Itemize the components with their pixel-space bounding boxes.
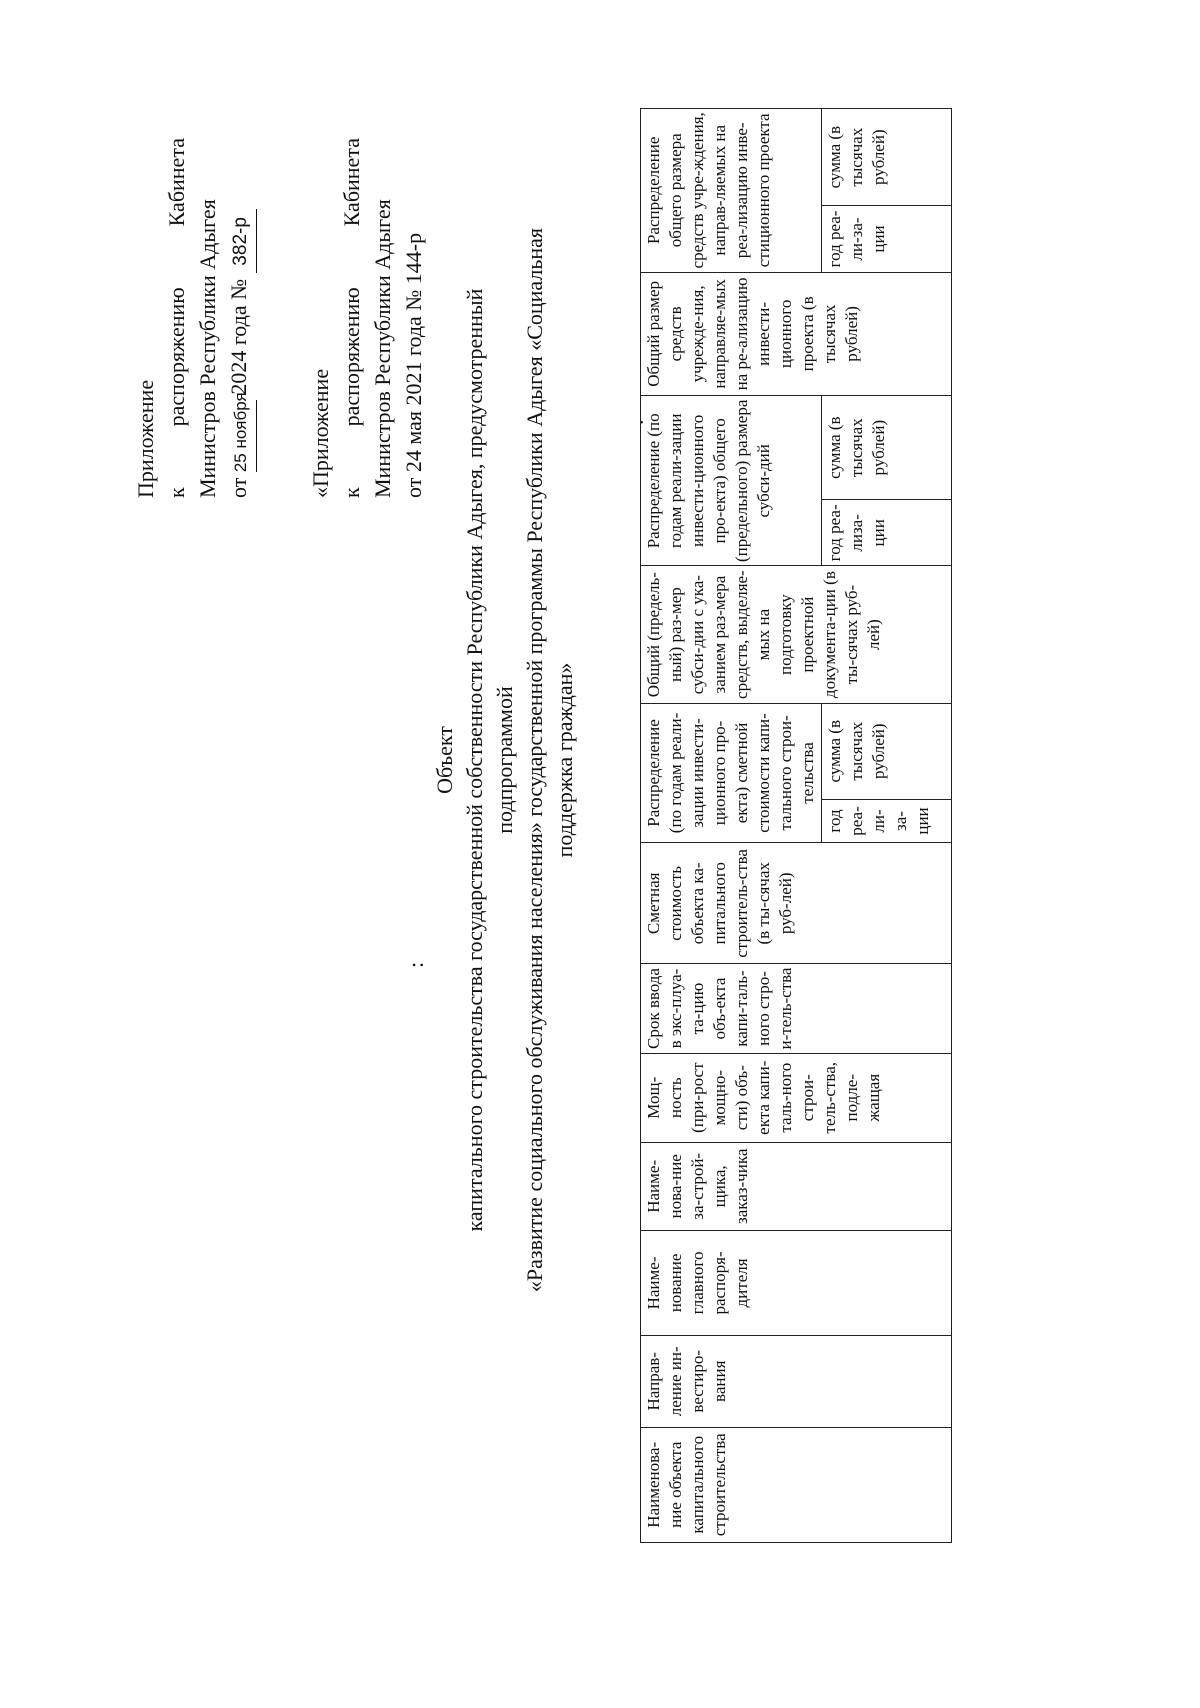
rotated-page (100, 100, 1100, 1600)
header-object-name: Наименова-ние объекта капитального строительства (641, 1427, 952, 1542)
header-capacity: Мощ-ность (при-рост мощно-сти) объ-екта капи-таль-ного строи-тель-ства, подле-жащая (641, 1053, 952, 1142)
header-subsidy-total: Общий (предель-ный) раз-мер субси-дии с ука-занием раз-мера средств, выделяе-мых на подготовку проектной документа-ции (в ты-сячах руб-лей) (641, 566, 952, 703)
appendix-header-old (305, 138, 429, 498)
scan-mark: : (403, 961, 428, 968)
table-header-row (641, 109, 822, 1543)
title-line: Объект (432, 726, 457, 794)
subheader-year: год реа-ли-за-ции (822, 799, 952, 842)
header-developer: Наиме-нова-ние за-строй-щика, заказ-чика (641, 1142, 952, 1230)
header-line: к распоряжению Кабинета (339, 138, 364, 498)
subheader-year: год реа-лиза-ции (822, 500, 952, 566)
title-line: «Развитие социального обслуживания населения» государственной программы Республики Адыгея «Социальная (522, 227, 547, 1293)
header-line: «Приложение (308, 368, 333, 498)
subheader-sum: сумма (в тысячах рублей) (822, 396, 952, 500)
header-line: Министров Республики Адыгея (195, 199, 220, 498)
header-chief-manager: Наиме-нование главного распоря-дителя (641, 1230, 952, 1335)
header-investment-direction: Направ-ление ин-вестиро-вания (641, 1336, 952, 1427)
header-commissioning-date: Срок ввода в экс-плуа-та-цию объ-екта капи-таль-ного стро-и-тель-ства (641, 964, 952, 1053)
subheader-sum: сумма (в тысячах рублей) (822, 109, 952, 206)
appendix-header-new (130, 138, 257, 498)
header-institution-distribution: Распределение общего размера средств учре-ждения, направ-ляемых на реа-лизацию инве-стиционного проекта (641, 109, 822, 273)
investment-table (640, 108, 952, 1543)
header-estimated-cost: Сметная стоимость объекта ка-питального строитель-ства (в ты-сячах руб-лей) (641, 843, 952, 964)
header-institution-funds: Общий размер средств учрежде-ния, направляе-мых на ре-ализацию инвести-ционного проекта (в тысячах рублей) (641, 272, 952, 396)
subheader-sum: сумма (в тысячах рублей) (822, 703, 952, 799)
header-line: Министров Республики Адыгея (370, 199, 395, 498)
header-line: Приложение (133, 379, 158, 498)
title-line: капитального строительства государственной собственности Республики Адыгея, предусмотренный подпрограммой (462, 288, 517, 1232)
title-line: поддержка граждан» (552, 662, 577, 858)
document-title (430, 220, 580, 1300)
scan-mark: . (623, 419, 648, 425)
handwritten-number: 382-р (225, 209, 257, 273)
header-line: к распоряжению Кабинета (164, 138, 189, 498)
header-line: от 24 мая 2021 года № 144-р (401, 232, 426, 498)
header-subsidy-distribution: Распределение (по годам реали-зации инвести-ционного про-екта) общего (предельного) размера субси-дий (641, 396, 822, 566)
subheader-year: год реа-ли-за-ции (822, 206, 952, 272)
header-cost-distribution: Распределение (по годам реали-зации инвести-ционного про-екта) сметной стоимости капи-тального строи-тельства (641, 703, 822, 843)
handwritten-date: 25 ноября (225, 400, 257, 472)
header-date-line: от 25 ноября 2024 года № 382-р (223, 138, 257, 498)
